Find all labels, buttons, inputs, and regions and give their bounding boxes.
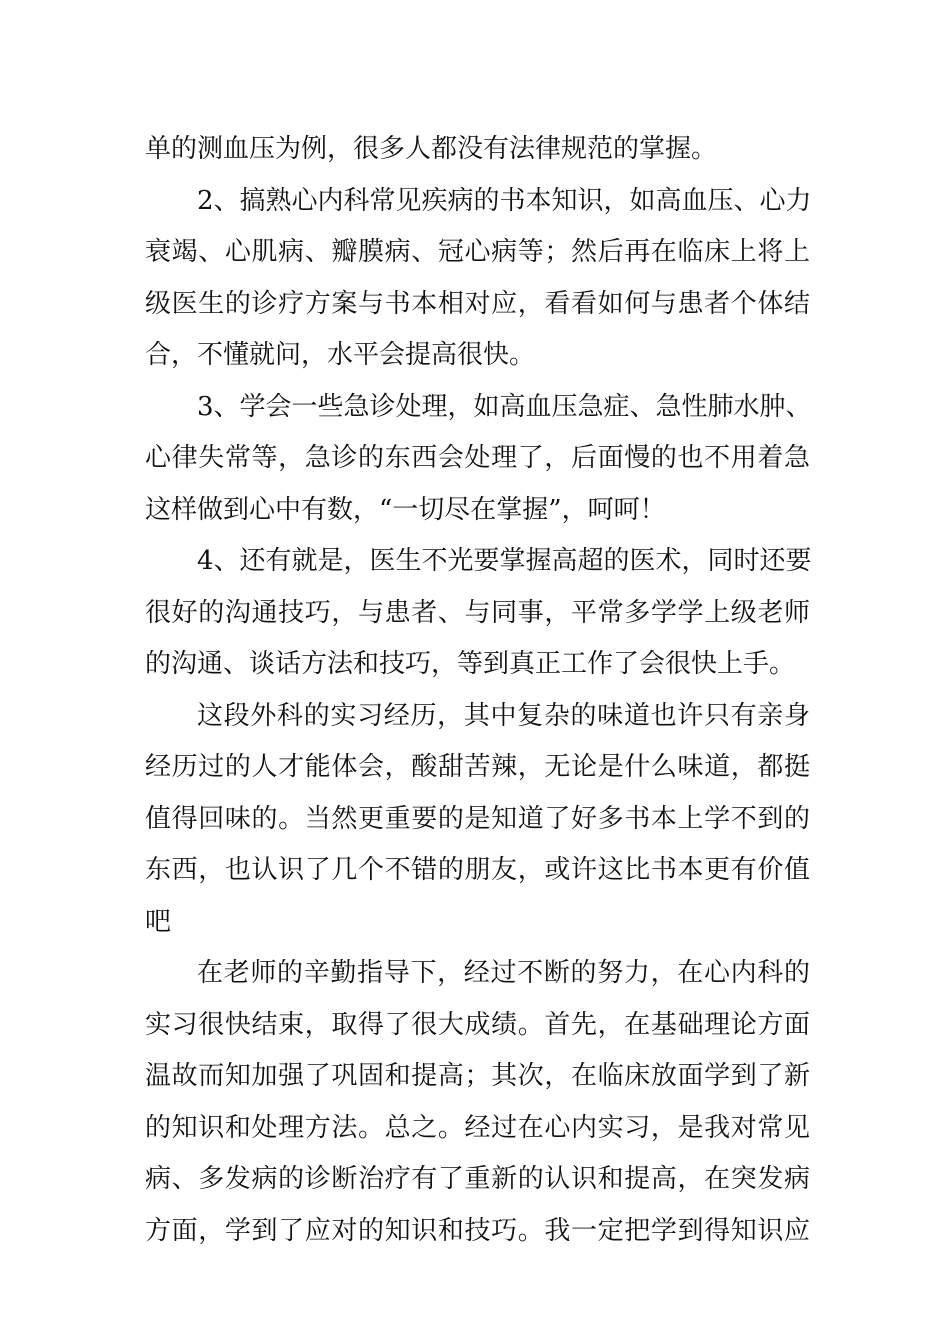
text-line: 这样做到心中有数，“一切尽在掌握”，呵呵！ <box>145 494 666 525</box>
text-line: 这段外科的实习经历，其中复杂的味道也许只有亲身 <box>197 700 810 731</box>
text-line: 实习很快结束，取得了很大成绩。首先，在基础理论方面 <box>145 1009 810 1040</box>
text-line: 很好的沟通技巧，与患者、与同事，平常多学学上级老师 <box>145 597 810 628</box>
text-line: 的知识和处理方法。总之。经过在心内实习，是我对常见 <box>145 1112 810 1143</box>
text-line: 4、还有就是，医生不光要掌握高超的医术，同时还要 <box>197 546 812 576</box>
text-line: 方面，学到了应对的知识和技巧。我一定把学到得知识应 <box>145 1215 810 1246</box>
text-line: 东西，也认识了几个不错的朋友，或许这比书本更有价值 <box>145 855 810 885</box>
text-line: 值得回味的。当然更重要的是知道了好多书本上学不到的 <box>145 803 810 834</box>
text-line: 单的测血压为例，很多人都没有法律规范的掌握。 <box>145 134 718 164</box>
text-line: 3、学会一些急诊处理，如高血压急症、急性肺水肿、 <box>197 391 812 422</box>
body-text <box>145 124 810 1257</box>
text-line: 的沟通、谈话方法和技巧，等到真正工作了会很快上手。 <box>145 649 796 679</box>
text-line: 心律失常等，急诊的东西会处理了，后面慢的也不用着急 <box>145 443 810 473</box>
text-line: 吧 <box>145 906 172 937</box>
text-line: 衰竭、心肌病、瓣膜病、冠心病等；然后再在临床上将上 <box>145 237 810 267</box>
text-line: 温故而知加强了巩固和提高；其次，在临床放面学到了新 <box>145 1061 810 1091</box>
text-line: 经历过的人才能体会，酸甜苦辣，无论是什么味道，都挺 <box>145 752 810 782</box>
text-line: 2、搞熟心内科常见疾病的书本知识，如高血压、心力 <box>197 185 812 216</box>
text-line: 在老师的辛勤指导下，经过不断的努力，在心内科的 <box>197 958 810 988</box>
text-line: 病、多发病的诊断治疗有了重新的认识和提高，在突发病 <box>145 1164 810 1194</box>
text-line: 级医生的诊疗方案与书本相对应，看看如何与患者个体结 <box>145 288 810 319</box>
text-line: 合，不懂就问，水平会提高很快。 <box>145 340 536 370</box>
